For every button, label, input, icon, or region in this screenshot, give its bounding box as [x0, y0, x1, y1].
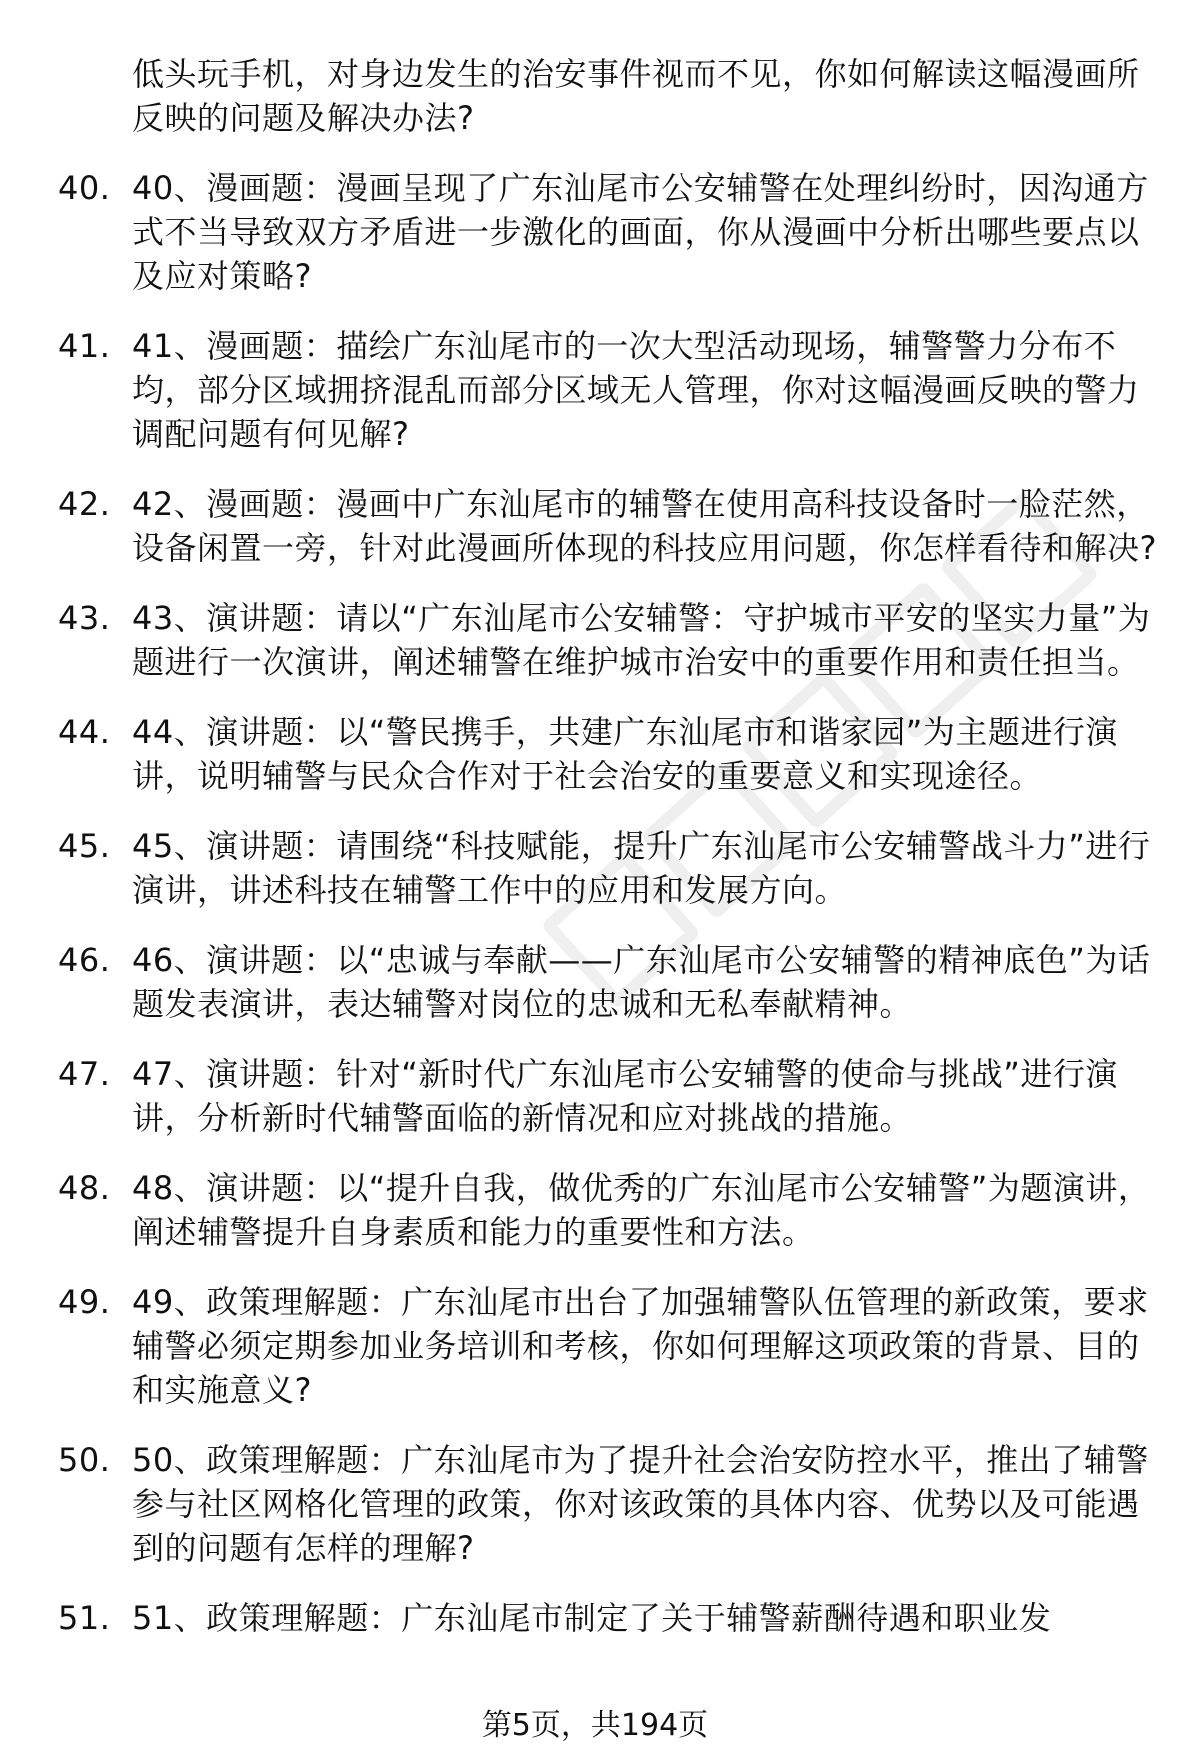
- question-number: 50.: [58, 1441, 111, 1479]
- continued-question-text: 低头玩手机，对身边发生的治安事件视而不见，你如何解读这幅漫画所反映的问题及解决办法?: [132, 55, 1140, 137]
- question-item: [58, 482, 1158, 570]
- question-text: 41、漫画题：描绘广东汕尾市的一次大型活动现场，辅警警力分布不均，部分区域拥挤混乱而部分区域无人管理，你对这幅漫画反映的警力调配问题有何见解?: [132, 327, 1140, 453]
- question-text: 46、演讲题：以“忠诚与奉献——广东汕尾市公安辅警的精神底色”为话题发表演讲，表达辅警对岗位的忠诚和无私奉献精神。: [132, 941, 1151, 1023]
- question-number: 43.: [58, 599, 111, 637]
- question-text: 43、演讲题：请以“广东汕尾市公安辅警：守护城市平安的坚实力量”为题进行一次演讲，阐述辅警在维护城市治安中的重要作用和责任担当。: [132, 599, 1151, 681]
- question-number: 40.: [58, 169, 111, 207]
- question-item: [58, 1596, 1158, 1640]
- question-item: [58, 1438, 1158, 1570]
- question-number: 41.: [58, 327, 111, 365]
- question-item: [58, 596, 1158, 684]
- question-item: [58, 1166, 1158, 1254]
- question-text: 51、政策理解题：广东汕尾市制定了关于辅警薪酬待遇和职业发: [132, 1599, 1052, 1637]
- question-text: 45、演讲题：请围绕“科技赋能，提升广东汕尾市公安辅警战斗力”进行演讲，讲述科技在辅警工作中的应用和发展方向。: [132, 827, 1151, 909]
- question-number: 51.: [58, 1599, 111, 1637]
- question-number: 47.: [58, 1055, 111, 1093]
- question-text: 40、漫画题：漫画呈现了广东汕尾市公安辅警在处理纠纷时，因沟通方式不当导致双方矛盾进一步激化的画面，你从漫画中分析出哪些要点以及应对策略?: [132, 169, 1149, 295]
- question-item: [58, 938, 1158, 1026]
- question-item: [58, 1052, 1158, 1140]
- question-text: 50、政策理解题：广东汕尾市为了提升社会治安防控水平，推出了辅警参与社区网格化管理的政策，你对该政策的具体内容、优势以及可能遇到的问题有怎样的理解?: [132, 1441, 1149, 1567]
- question-item: [58, 324, 1158, 456]
- question-item: [58, 166, 1158, 298]
- question-text: 49、政策理解题：广东汕尾市出台了加强辅警队伍管理的新政策，要求辅警必须定期参加业务培训和考核，你如何理解这项政策的背景、目的和实施意义?: [132, 1283, 1149, 1409]
- question-text: 47、演讲题：针对“新时代广东汕尾市公安辅警的使命与挑战”进行演讲，分析新时代辅警面临的新情况和应对挑战的措施。: [132, 1055, 1118, 1137]
- question-item: [58, 824, 1158, 912]
- question-number: 48.: [58, 1169, 111, 1207]
- page-number-footer: 第5页，共194页: [481, 1708, 709, 1743]
- question-item: [58, 710, 1158, 798]
- question-number: 42.: [58, 485, 111, 523]
- question-text: 48、演讲题：以“提升自我，做优秀的广东汕尾市公安辅警”为题演讲，阐述辅警提升自身素质和能力的重要性和方法。: [132, 1169, 1151, 1251]
- question-item: [58, 1280, 1158, 1412]
- question-number: 44.: [58, 713, 111, 751]
- question-text: 42、漫画题：漫画中广东汕尾市的辅警在使用高科技设备时一脸茫然，设备闲置一旁，针对此漫画所体现的科技应用问题，你怎样看待和解决?: [132, 485, 1157, 567]
- question-list: [58, 52, 1158, 1640]
- question-text: 44、演讲题：以“警民携手，共建广东汕尾市和谐家园”为主题进行演讲，说明辅警与民众合作对于社会治安的重要意义和实现途径。: [132, 713, 1118, 795]
- question-number: 46.: [58, 941, 111, 979]
- question-number: 49.: [58, 1283, 111, 1321]
- question-number: 45.: [58, 827, 111, 865]
